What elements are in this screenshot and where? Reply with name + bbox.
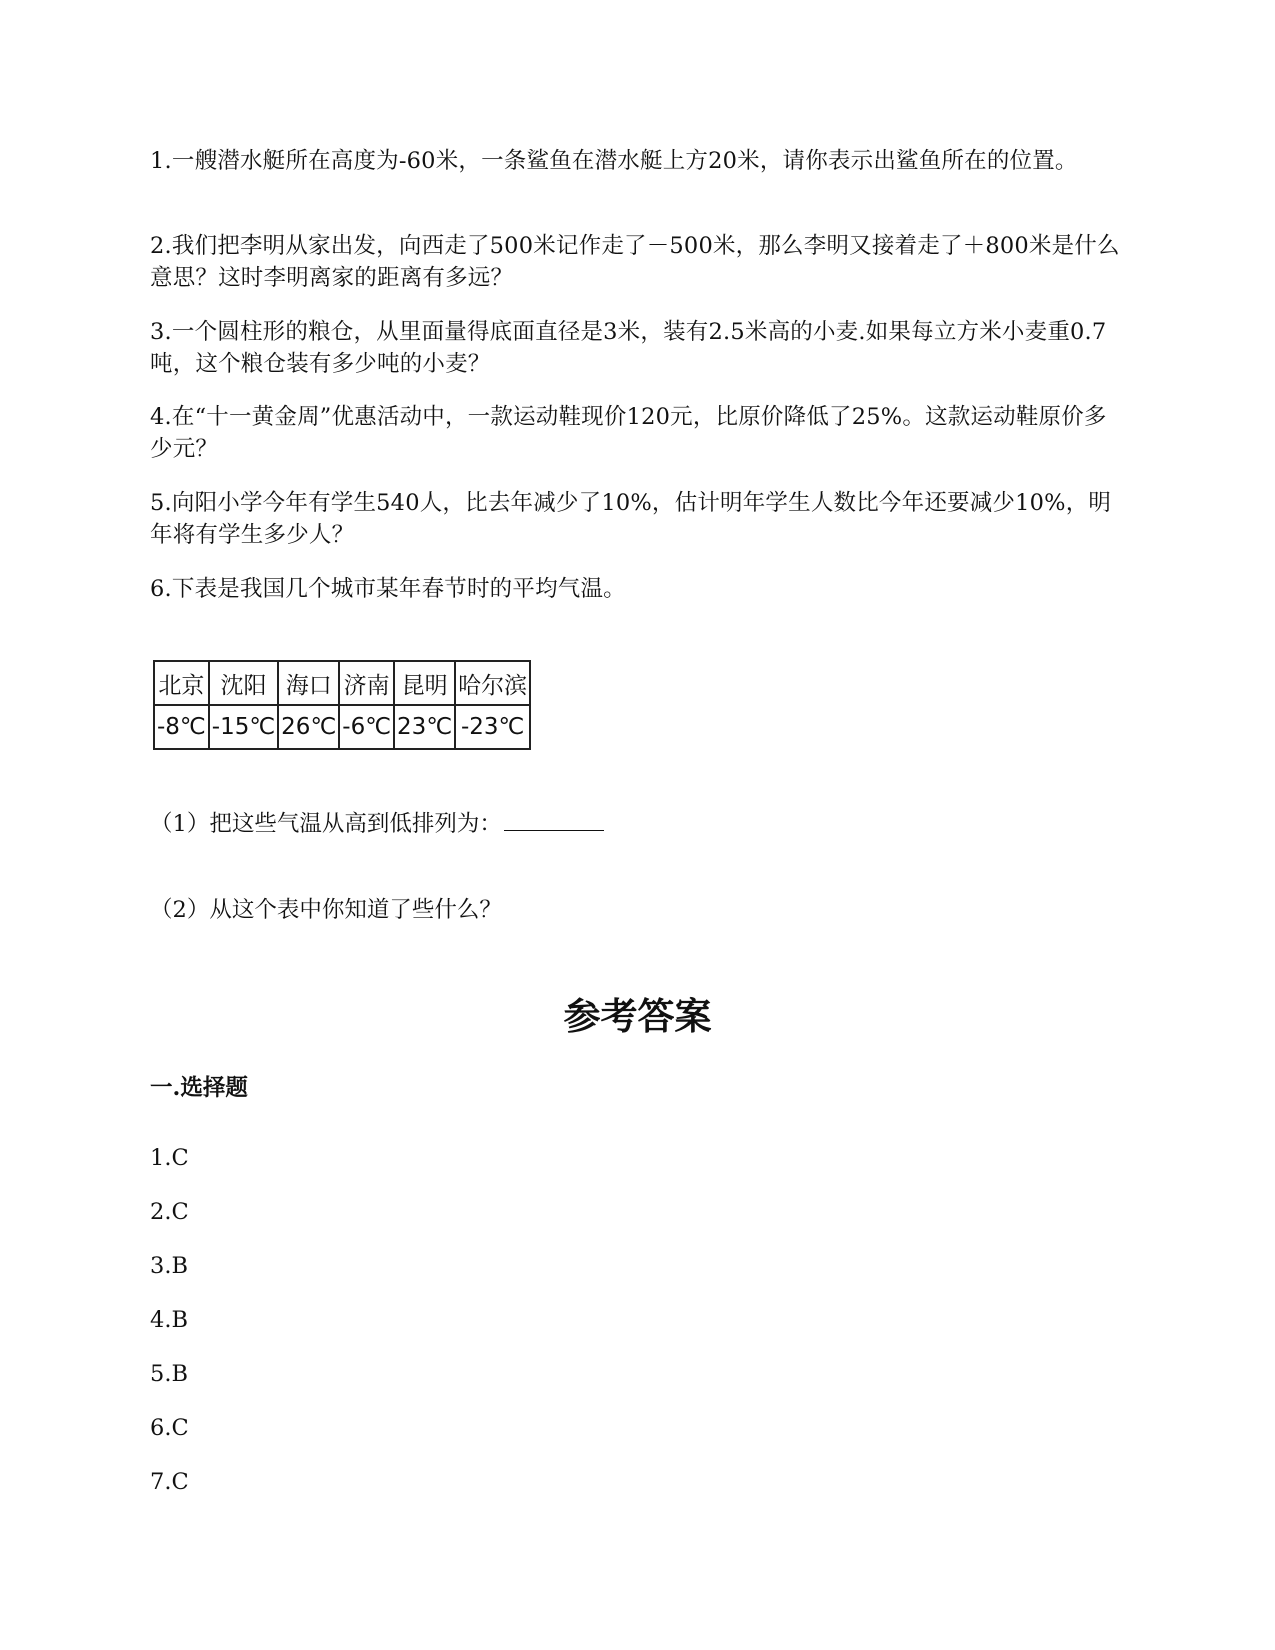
question-1: 1.一艘潜水艇所在高度为-60米，一条鲨鱼在潜水艇上方20米，请你表示出鲨鱼所在的位置。 [150, 148, 1078, 174]
table-row-temps [154, 705, 530, 749]
section-title: 一.选择题 [150, 1075, 248, 1101]
table-cell-city: 哈尔滨 [455, 661, 530, 705]
table-cell-temp: -15℃ [209, 705, 278, 749]
answer-blank [504, 808, 604, 831]
answer-item: 2.C [150, 1199, 189, 1225]
question-2: 2.我们把李明从家出发，向西走了500米记作走了－500米，那么李明又接着走了＋800米是什么意思？这时李明离家的距离有多远？ [150, 233, 1120, 291]
temperature-table [153, 660, 531, 750]
table-cell-city: 济南 [339, 661, 394, 705]
sub-question-2: （2）从这个表中你知道了些什么？ [150, 897, 502, 923]
sub-question-1 [150, 808, 604, 840]
answer-item: 4.B [150, 1307, 189, 1333]
answer-item: 6.C [150, 1415, 189, 1441]
table-cell-city: 北京 [154, 661, 209, 705]
answer-key-title: 参考答案 [563, 994, 712, 1038]
question-3: 3.一个圆柱形的粮仓，从里面量得底面直径是3米，装有2.5米高的小麦.如果每立方米小麦重0.7吨，这个粮仓装有多少吨的小麦？ [150, 319, 1107, 377]
table-cell-temp: -23℃ [455, 705, 530, 749]
table-row-cities [154, 661, 530, 705]
answer-item: 5.B [150, 1361, 189, 1387]
table-cell-city: 海口 [278, 661, 339, 705]
table-cell-temp: -6℃ [339, 705, 394, 749]
question-6: 6.下表是我国几个城市某年春节时的平均气温。 [150, 576, 626, 602]
table-cell-city: 昆明 [394, 661, 455, 705]
table-cell-temp: 23℃ [394, 705, 455, 749]
answer-item: 1.C [150, 1145, 189, 1171]
answer-item: 3.B [150, 1253, 189, 1279]
table-cell-temp: -8℃ [154, 705, 209, 749]
table-cell-city: 沈阳 [209, 661, 278, 705]
question-5: 5.向阳小学今年有学生540人，比去年减少了10%，估计明年学生人数比今年还要减少10%，明年将有学生多少人？ [150, 490, 1112, 548]
answer-item: 7.C [150, 1469, 189, 1495]
table-cell-temp: 26℃ [278, 705, 339, 749]
question-4: 4.在“十一黄金周”优惠活动中，一款运动鞋现价120元，比原价降低了25%。这款运动鞋原价多少元？ [150, 404, 1107, 462]
sub-question-1-text: （1）把这些气温从高到低排列为： [150, 811, 502, 837]
